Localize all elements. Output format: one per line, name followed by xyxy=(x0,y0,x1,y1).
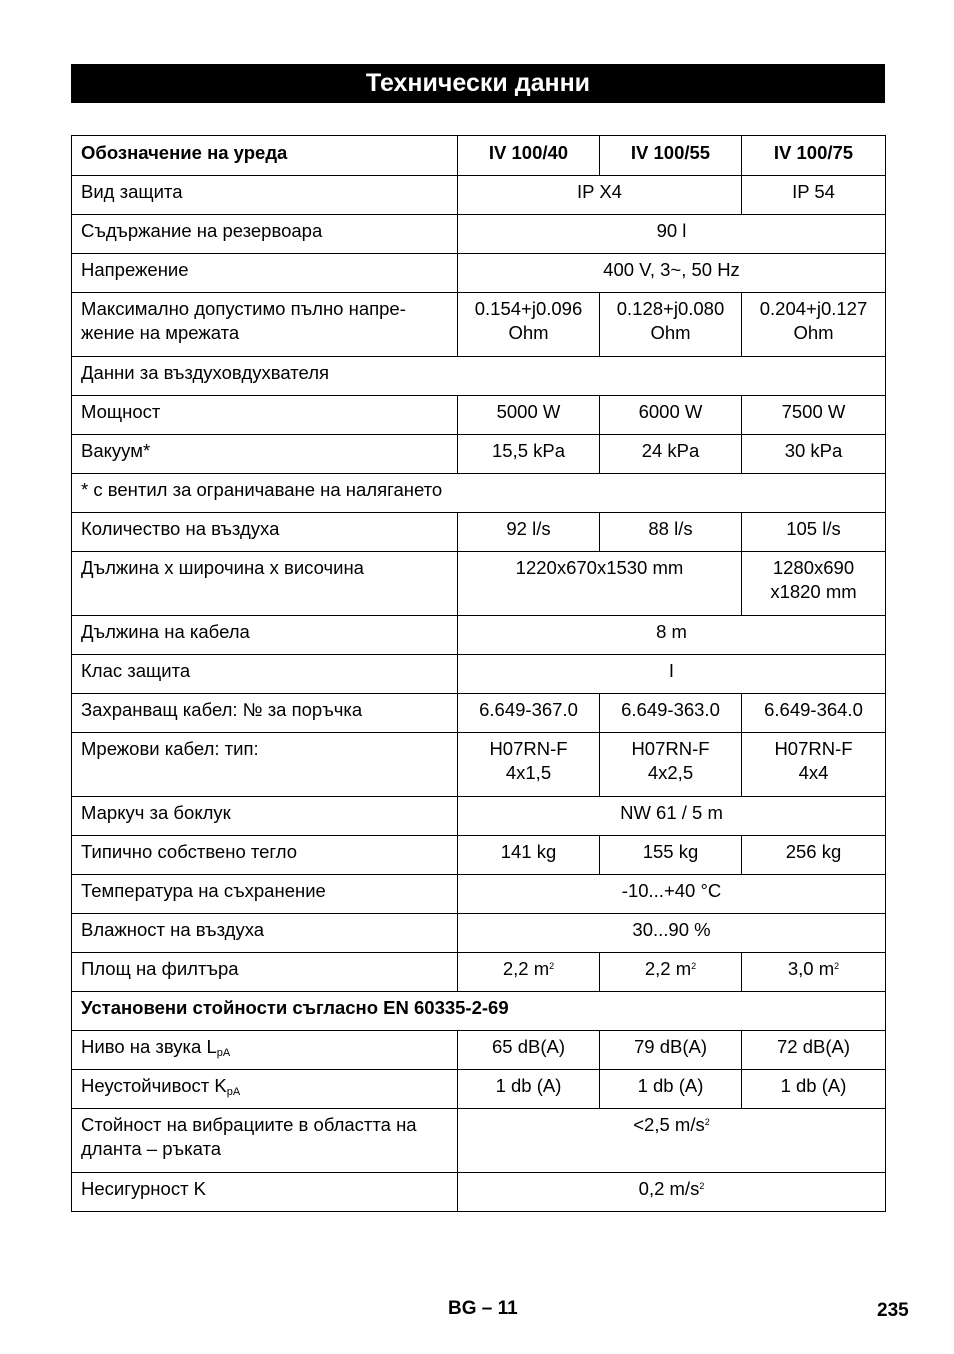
row-label-uncertainty-k: Несигурност K xyxy=(72,1173,458,1212)
table-header-row xyxy=(72,136,886,176)
filter-area-number: 3,0 m xyxy=(787,958,835,979)
impedance-unit: Ohm xyxy=(793,322,834,343)
storage-temp-value: -10...+40 °C xyxy=(458,875,886,914)
table-row xyxy=(72,513,886,552)
power-value-1: 5000 W xyxy=(458,396,600,435)
row-label-humidity: Влажност на въздуха xyxy=(72,914,458,953)
label-text: Ниво на звука L xyxy=(81,1036,217,1057)
row-label-protection-class: Клас защита xyxy=(72,655,458,694)
row-label-max-impedance xyxy=(72,293,458,357)
en-standard-section-label: Установени стойности съгласно EN 60335-2-69 xyxy=(72,992,886,1031)
table-row xyxy=(72,616,886,655)
header-label: Обозначение на уреда xyxy=(72,136,458,176)
cable-type: H07RN-F xyxy=(631,738,710,759)
label-line-2: жение на мрежата xyxy=(81,322,240,343)
sound-level-value-3: 72 dB(A) xyxy=(742,1031,886,1070)
row-label-vibration xyxy=(72,1109,458,1173)
mains-cable-value-2 xyxy=(600,733,742,797)
table-row xyxy=(72,797,886,836)
table-row xyxy=(72,992,886,1031)
filter-area-value-2 xyxy=(600,953,742,992)
table-row xyxy=(72,1173,886,1212)
table-row xyxy=(72,254,886,293)
unit-superscript: 2 xyxy=(549,961,555,971)
table-row xyxy=(72,733,886,797)
air-flow-value-1: 92 l/s xyxy=(458,513,600,552)
filter-area-value-3 xyxy=(742,953,886,992)
table-row xyxy=(72,435,886,474)
table-row xyxy=(72,836,886,875)
row-label-protection-type: Вид защита xyxy=(72,176,458,215)
protection-class-value: I xyxy=(458,655,886,694)
cable-length-value: 8 m xyxy=(458,616,886,655)
table-row xyxy=(72,655,886,694)
mains-cable-value-3 xyxy=(742,733,886,797)
air-flow-value-2: 88 l/s xyxy=(600,513,742,552)
label-line-1: Максимално допустимо пълно напре- xyxy=(81,298,406,319)
table-row xyxy=(72,914,886,953)
impedance-unit: Ohm xyxy=(650,322,691,343)
sound-level-value-1: 65 dB(A) xyxy=(458,1031,600,1070)
row-label-waste-hose: Маркуч за боклук xyxy=(72,797,458,836)
vacuum-value-3: 30 kPa xyxy=(742,435,886,474)
model-iv-100-55: IV 100/55 xyxy=(600,136,742,176)
dimensions-value-1: 1220x670x1530 mm xyxy=(458,552,742,616)
row-label-uncertainty-kpa xyxy=(72,1070,458,1109)
protection-type-value-2: IP 54 xyxy=(742,176,886,215)
mains-cable-value-1 xyxy=(458,733,600,797)
impedance-number: 0.154+j0.096 xyxy=(474,298,583,319)
cable-section: 4x2,5 xyxy=(647,762,694,783)
technical-data-table xyxy=(71,135,886,1212)
supply-cable-value-1: 6.649-367.0 xyxy=(458,694,600,733)
row-label-cable-length: Дължина на кабела xyxy=(72,616,458,655)
sound-level-value-2: 79 dB(A) xyxy=(600,1031,742,1070)
impedance-number: 0.204+j0.127 xyxy=(759,298,868,319)
uncertainty-k-number: 0,2 m/s xyxy=(638,1178,700,1199)
label-subscript: pA xyxy=(216,1047,231,1059)
power-value-2: 6000 W xyxy=(600,396,742,435)
table-row xyxy=(72,875,886,914)
row-label-vacuum: Вакуум* xyxy=(72,435,458,474)
unit-superscript: 2 xyxy=(704,1117,710,1127)
dimensions-value-2 xyxy=(742,552,886,616)
table-row xyxy=(72,293,886,357)
vacuum-value-2: 24 kPa xyxy=(600,435,742,474)
dimensions-line-1: 1280x690 xyxy=(772,557,855,578)
power-value-3: 7500 W xyxy=(742,396,886,435)
impedance-unit: Ohm xyxy=(508,322,549,343)
uncertainty-k-value xyxy=(458,1173,886,1212)
cable-section: 4x4 xyxy=(798,762,829,783)
impedance-value-2 xyxy=(600,293,742,357)
vibration-value xyxy=(458,1109,886,1173)
footer-page-number: 235 xyxy=(877,1300,909,1321)
uncertainty-kpa-value-2: 1 db (A) xyxy=(600,1070,742,1109)
table-row xyxy=(72,396,886,435)
waste-hose-value: NW 61 / 5 m xyxy=(458,797,886,836)
row-label-voltage: Напрежение xyxy=(72,254,458,293)
impedance-number: 0.128+j0.080 xyxy=(616,298,725,319)
row-label-sound-level xyxy=(72,1031,458,1070)
row-label-air-flow: Количество на въздуха xyxy=(72,513,458,552)
row-label-filter-area: Площ на филтъра xyxy=(72,953,458,992)
label-text: Неустойчивост K xyxy=(81,1075,227,1096)
table-row xyxy=(72,1109,886,1173)
uncertainty-kpa-value-3: 1 db (A) xyxy=(742,1070,886,1109)
table-row xyxy=(72,1031,886,1070)
weight-value-2: 155 kg xyxy=(600,836,742,875)
tank-capacity-value: 90 l xyxy=(458,215,886,254)
model-iv-100-40: IV 100/40 xyxy=(458,136,600,176)
vacuum-footnote: * с вентил за ограничаване на налягането xyxy=(72,474,886,513)
weight-value-3: 256 kg xyxy=(742,836,886,875)
humidity-value: 30...90 % xyxy=(458,914,886,953)
air-flow-value-3: 105 l/s xyxy=(742,513,886,552)
blower-section-label: Данни за въздуховдухвателя xyxy=(72,357,886,396)
unit-superscript: 2 xyxy=(691,961,697,971)
table-row xyxy=(72,953,886,992)
table-row xyxy=(72,474,886,513)
page-title: Технически данни xyxy=(71,64,885,103)
voltage-value: 400 V, 3~, 50 Hz xyxy=(458,254,886,293)
weight-value-1: 141 kg xyxy=(458,836,600,875)
cable-section: 4x1,5 xyxy=(505,762,552,783)
cable-type: H07RN-F xyxy=(774,738,853,759)
supply-cable-value-2: 6.649-363.0 xyxy=(600,694,742,733)
filter-area-value-1 xyxy=(458,953,600,992)
row-label-mains-cable: Мрежови кабел: тип: xyxy=(72,733,458,797)
cable-type: H07RN-F xyxy=(489,738,568,759)
label-subscript: pA xyxy=(226,1086,241,1098)
row-label-weight: Типично собствено тегло xyxy=(72,836,458,875)
table-row xyxy=(72,1070,886,1109)
unit-superscript: 2 xyxy=(699,1181,705,1191)
impedance-value-3 xyxy=(742,293,886,357)
impedance-value-1 xyxy=(458,293,600,357)
vibration-number: <2,5 m/s xyxy=(633,1114,705,1135)
dimensions-line-2: x1820 mm xyxy=(770,581,857,602)
row-label-tank-capacity: Съдържание на резервоара xyxy=(72,215,458,254)
supply-cable-value-3: 6.649-364.0 xyxy=(742,694,886,733)
row-label-power: Мощност xyxy=(72,396,458,435)
row-label-storage-temp: Температура на съхранение xyxy=(72,875,458,914)
vacuum-value-1: 15,5 kPa xyxy=(458,435,600,474)
filter-area-number: 2,2 m xyxy=(644,958,692,979)
table-row xyxy=(72,552,886,616)
model-iv-100-75: IV 100/75 xyxy=(742,136,886,176)
table-row xyxy=(72,215,886,254)
row-label-dimensions: Дължина x широчина x височина xyxy=(72,552,458,616)
protection-type-value-1: IP X4 xyxy=(458,176,742,215)
label-line-2: дланта – ръката xyxy=(81,1138,222,1159)
table-row xyxy=(72,357,886,396)
unit-superscript: 2 xyxy=(834,961,840,971)
table-row xyxy=(72,176,886,215)
label-line-1: Стойност на вибрациите в областта на xyxy=(81,1114,417,1135)
row-label-supply-cable: Захранващ кабел: № за поръчка xyxy=(72,694,458,733)
footer-section-number: BG – 11 xyxy=(448,1298,518,1319)
uncertainty-kpa-value-1: 1 db (A) xyxy=(458,1070,600,1109)
table-row xyxy=(72,694,886,733)
filter-area-number: 2,2 m xyxy=(502,958,550,979)
